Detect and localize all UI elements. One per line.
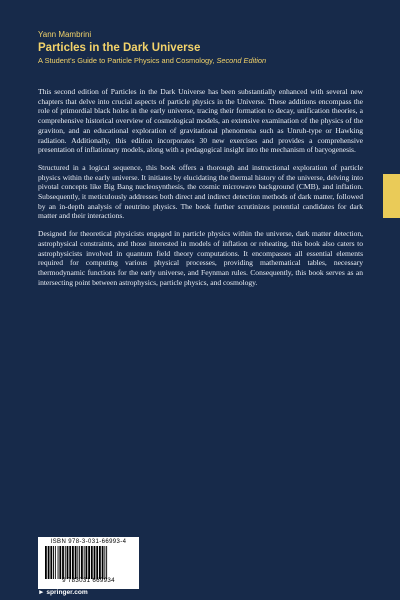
barcode-bar: [62, 546, 64, 579]
barcode-bar: [84, 546, 85, 579]
barcode-bar: [77, 546, 78, 579]
barcode-bar: [67, 546, 69, 579]
barcode-bar: [91, 546, 93, 579]
spine-color-tab: [383, 174, 400, 218]
barcode-bar: [59, 546, 61, 579]
barcode-bar: [72, 546, 74, 579]
barcode-bar: [58, 546, 59, 579]
barcode-bar: [79, 546, 80, 579]
barcode-bar: [104, 546, 105, 579]
publisher-link[interactable]: ► springer.com: [38, 589, 88, 596]
edition-label: Second Edition: [216, 56, 267, 65]
barcode-bar: [99, 546, 101, 579]
barcode-bar: [53, 546, 54, 579]
isbn-text: ISBN 978-3-031-66993-4: [50, 539, 127, 545]
barcode-bar: [50, 546, 52, 579]
book-title: Particles in the Dark Universe: [38, 42, 201, 54]
barcode-bar: [106, 546, 107, 579]
blurb-text: [38, 87, 363, 295]
barcode-bar: [55, 546, 56, 579]
barcode-bars: [42, 546, 135, 579]
barcode-bar: [94, 546, 96, 579]
barcode-digits: 9 783031 669934: [62, 577, 115, 584]
barcode-bar: [69, 546, 71, 579]
blurb-paragraph-3: Designed for theoretical physicists engaged in particle physics within the universe, dark matter detection, astrophysical constraints, and those interested in models of inflation or reheating, this book also caters to astrophysicists involved in quantum field theory computations. It encompasses all essential elements required for computing various physical processes, providing mathematical tables, necessary thermodynamic functions for the early universe, and Feynman rules. Consequently, this book serves as an intersecting point between astrophysics, particle physics, and cosmology.: [38, 229, 363, 287]
barcode-bar: [45, 546, 47, 579]
subtitle-text: A Student’s Guide to Particle Physics and Cosmology,: [38, 56, 215, 65]
barcode-bar: [102, 546, 104, 579]
barcode-bar: [75, 546, 77, 579]
barcode-bar: [96, 546, 98, 579]
back-cover-header: [38, 30, 368, 66]
barcode-bar: [48, 546, 50, 579]
barcode-bar: [65, 546, 66, 579]
blurb-paragraph-1: This second edition of Particles in the Dark Universe has been substantially enhanced with several new chapters that delve into crucial aspects of particle physics in the Universe. These additions encompass the role of primordial black holes in the early universe, tracing their formation to decay, unification theories, a comprehensive historical overview of cosmological models, an extensive examination of the physics of the graviton, and an educational exploration of gravitational phenomena such as Unruh-type or Hawking radiation. Additionally, this edition incorporates 30 new exercises and provides a comprehensive presentation of inflationary models, along with a pedagogical insight into the mechanism of baryogenesis.: [38, 87, 363, 155]
author-name: Yann Mambrini: [38, 30, 92, 39]
blurb-paragraph-2: Structured in a logical sequence, this book offers a thorough and instructional exploration of particle physics within the early universe. It initiates by elucidating the thermal history of the universe, delving into pivotal concepts like Big Bang nucleosynthesis, the cosmic microwave background (CMB), and inflation. Subsequently, it meticulously addresses both direct and indirect detection methods of dark matter, followed by an in-depth analysis of neutrino physics. The book further scrutinizes potential candidates for dark matter and their interactions.: [38, 162, 363, 221]
barcode-bar: [81, 546, 83, 579]
barcode-bar: [88, 546, 90, 579]
book-subtitle: [38, 56, 368, 66]
barcode-bar: [86, 546, 88, 579]
barcode-box: [38, 537, 139, 589]
